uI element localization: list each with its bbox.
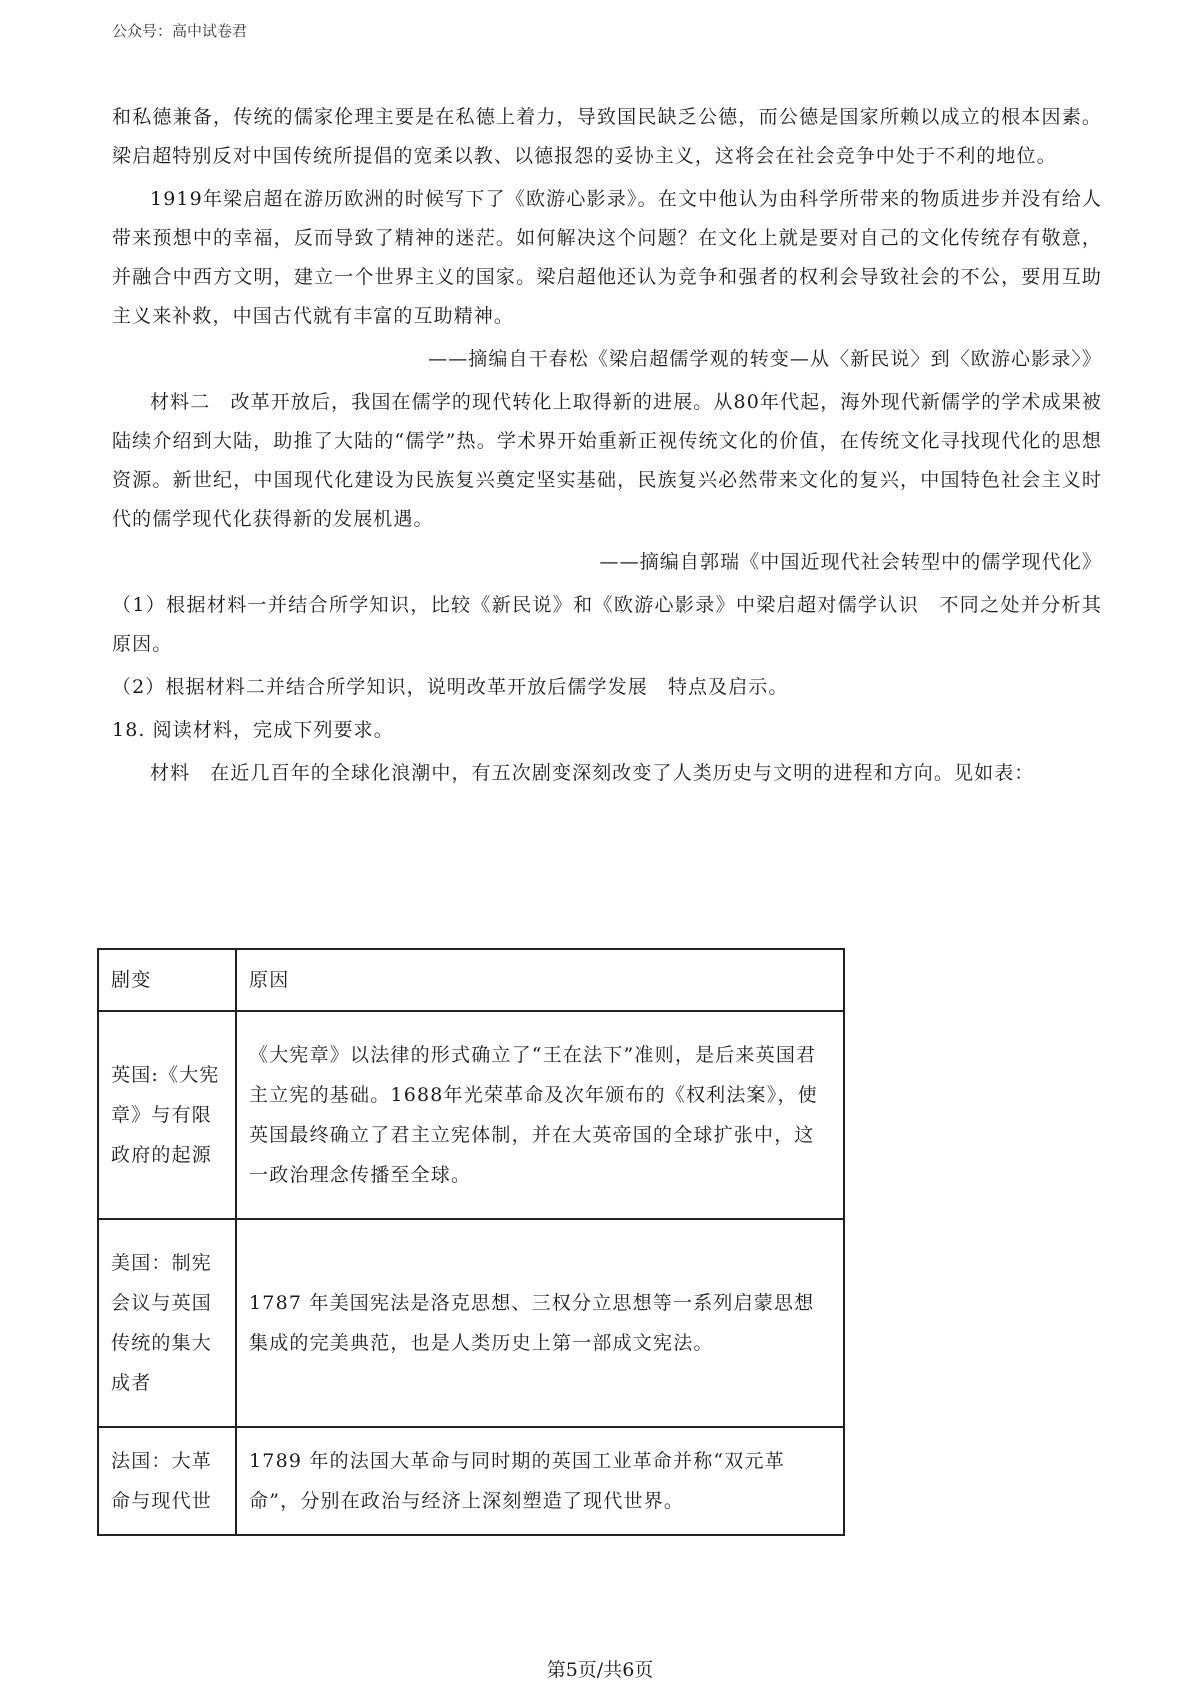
page-number: 第5页/共6页 <box>546 1659 654 1681</box>
source-citation-2: ——摘编自郭瑞《中国近现代社会转型中的儒学现代化》 <box>599 551 1102 573</box>
material-two-paragraph: 材料二 改革开放后，我国在儒学的现代转化上取得新的进展。从80年代起，海外现代新儒学的学术成果被陆续介绍到大陆，助推了大陆的“儒学”热。学术界开始重新正视传统文化的价值，在传统文化寻找现代化的思想资源。新世纪，中国现代化建设为民族复兴奠定坚实基础，民族复兴必然带来文化的复兴，中国特色社会主义时代的儒学现代化获得新的发展机遇。 <box>112 391 1102 530</box>
question-18-material: 材料 在近几百年的全球化浪潮中，有五次剧变深刻改变了人类历史与文明的进程和方向。见如表： <box>150 762 1035 784</box>
question-17-1: （1）根据材料一并结合所学知识，比较《新民说》和《欧游心影录》中梁启超对儒学认识 不同之处并分析其原因。 <box>112 594 1102 655</box>
table-cell-reason: 1789 年的法国大革命与同时期的英国工业革命并称“双元革命”，分别在政治与经济上深刻塑造了现代世界。 <box>236 1427 844 1535</box>
table-row <box>98 1011 844 1219</box>
changes-table <box>97 948 845 1536</box>
table-cell-reason: 1787 年美国宪法是洛克思想、三权分立思想等一系列启蒙思想集成的完美典范，也是人类历史上第一部成文宪法。 <box>236 1219 844 1427</box>
paragraph-continuation: 和私德兼备，传统的儒家伦理主要是在私德上着力，导致国民缺乏公德，而公德是国家所赖以成立的根本因素。梁启超特别反对中国传统所提倡的宽柔以教、以德报怨的妥协主义，这将会在社会竞争中处于不利的地位。 <box>112 106 1102 167</box>
table-header-change: 剧变 <box>98 949 236 1011</box>
table-row <box>98 1427 844 1535</box>
table-cell-change: 英国:《大宪章》与有限政府的起源 <box>98 1011 236 1219</box>
question-17-2: （2）根据材料二并结合所学知识，说明改革开放后儒学发展 特点及启示。 <box>112 676 789 698</box>
header-watermark: 公众号：高中试卷君 <box>112 22 248 40</box>
question-18-title: 18. 阅读材料，完成下列要求。 <box>112 719 394 741</box>
table-cell-change: 法国：大革命与现代世 <box>98 1427 236 1535</box>
paragraph-1919: 1919年梁启超在游历欧洲的时候写下了《欧游心影录》。在文中他认为由科学所带来的物质进步并没有给人带来预想中的幸福，反而导致了精神的迷茫。如何解决这个问题？在文化上就是要对自己的文化传统存有敬意，并融合中西方文明，建立一个世界主义的国家。梁启超他还认为竞争和强者的权利会导致社会的不公，要用互助主义来补救，中国古代就有丰富的互助精神。 <box>112 188 1102 327</box>
document-body <box>112 98 1102 797</box>
table-header-row <box>98 949 844 1011</box>
table-header-reason: 原因 <box>236 949 844 1011</box>
table-cell-change: 美国：制宪会议与英国传统的集大成者 <box>98 1219 236 1427</box>
table-cell-reason: 《大宪章》以法律的形式确立了“王在法下”准则，是后来英国君主立宪的基础。1688年光荣革命及次年颁布的《权利法案》，使英国最终确立了君主立宪体制，并在大英帝国的全球扩张中，这一政治理念传播至全球。 <box>236 1011 844 1219</box>
table-row <box>98 1219 844 1427</box>
source-citation-1: ——摘编自干春松《梁启超儒学观的转变—从〈新民说〉到〈欧游心影录〉》 <box>428 348 1102 370</box>
